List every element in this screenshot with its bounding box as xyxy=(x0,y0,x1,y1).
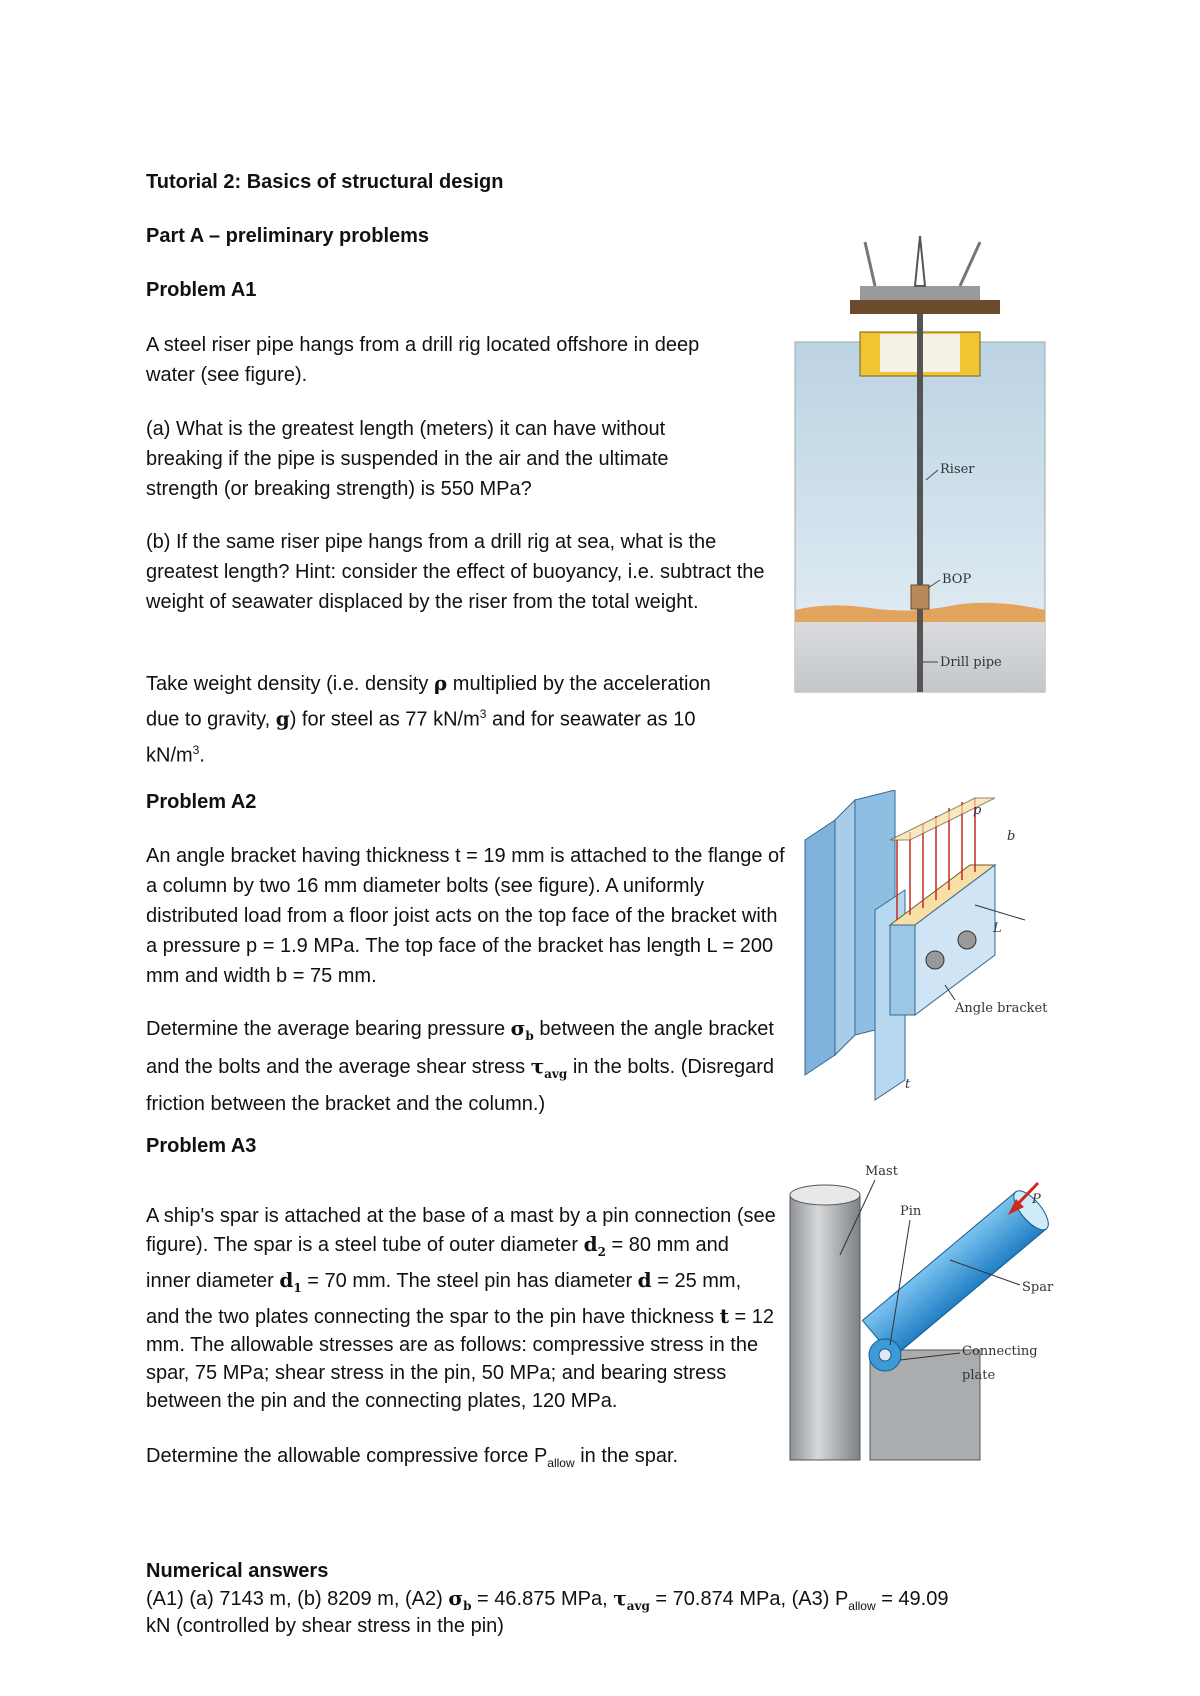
platform-upper-deck xyxy=(860,286,980,300)
d-symbol: d xyxy=(637,1268,652,1292)
crane xyxy=(865,242,875,286)
derrick xyxy=(915,236,925,286)
problem-a1-heading: Problem A1 xyxy=(146,279,257,301)
text-segment: multiplied by the acceleration due to gravity, xyxy=(146,673,711,731)
platform-deck xyxy=(850,300,1000,314)
mast-label: Mast xyxy=(865,1164,898,1179)
superscript: 3 xyxy=(479,707,487,721)
text-segment: Determine the average bearing pressure xyxy=(146,1018,511,1040)
spar-label: Spar xyxy=(1022,1280,1054,1295)
p-force-label: P xyxy=(1032,1192,1041,1207)
t-label: t xyxy=(905,1077,911,1092)
subscript: 1 xyxy=(293,1281,302,1295)
page-title: Tutorial 2: Basics of structural design xyxy=(146,171,504,193)
problem-a3-description xyxy=(146,1202,776,1415)
subscript: b xyxy=(525,1029,534,1043)
tau-symbol: τ xyxy=(530,1054,545,1078)
answers-heading: Numerical answers xyxy=(146,1560,329,1582)
b-label: b xyxy=(1007,829,1016,844)
text-segment: ) for steel as 77 kN/m xyxy=(289,708,480,731)
sigma-symbol: σ xyxy=(510,1016,526,1040)
bop-label: BOP xyxy=(942,572,972,587)
problem-a2-task xyxy=(146,1013,786,1119)
text-segment: = 70.874 MPa, (A3) P xyxy=(649,1588,849,1610)
text-segment: = 12 mm. The allowable stresses are as follows: compressive stress in the spar, 75 MPa; shear stress in the pin, 50 MPa; and bearing stress between the pin and the connecting plates, 120 MPa. xyxy=(146,1306,774,1412)
bop-unit xyxy=(911,585,929,609)
text-segment: between the angle bracket and the bolts and the average shear stress xyxy=(146,1018,774,1078)
column-web xyxy=(835,800,855,1055)
drill-pipe-label: Drill pipe xyxy=(940,655,1002,670)
problem-a1-part-a: (a) What is the greatest length (meters) it can have without breaking if the pipe is suspended in the air and the ultimate strength (or breaking strength) is 550 MPa? xyxy=(146,418,669,500)
problem-a3-heading: Problem A3 xyxy=(146,1135,257,1157)
text-segment: = 70 mm. The steel pin has diameter xyxy=(301,1270,638,1292)
text-segment: in the spar. xyxy=(574,1445,679,1467)
bolt-2 xyxy=(958,931,976,949)
connecting-plate-label-2: plate xyxy=(962,1368,996,1383)
text-segment: = 25 mm, and the two plates connecting the spar to the pin have thickness xyxy=(146,1270,742,1328)
mast-top xyxy=(790,1185,860,1205)
pin-label: Pin xyxy=(900,1204,922,1219)
text-segment: = 49.09 xyxy=(875,1588,949,1610)
subscript: allow xyxy=(547,1456,575,1470)
g-symbol: g xyxy=(275,706,290,731)
problem-a1-densities xyxy=(146,668,726,770)
t-symbol: t xyxy=(719,1304,729,1328)
problem-a3-task xyxy=(146,1441,776,1478)
text-segment: Take weight density (i.e. density xyxy=(146,673,434,695)
d1-symbol: d xyxy=(279,1268,294,1292)
problem-a2-description: An angle bracket having thickness t = 19 mm is attached to the flange of a column by two 16 mm diameter bolts (see figure). A uniformly distributed load from a floor joist acts on the top face of the bracket with a pressure p = 1.9 MPa. The top face of the bracket has length L = 200 mm and width b = 75 mm. xyxy=(146,845,785,987)
text-segment: A ship's spar is attached at the base of a mast by a pin connection (see figure). The spar is a steel tube of outer diameter xyxy=(146,1205,776,1256)
rho-symbol: ρ xyxy=(433,671,448,695)
spar-figure xyxy=(780,1155,1070,1465)
angle-bracket-figure xyxy=(795,790,1055,1110)
bracket-side xyxy=(890,925,915,1015)
tau-symbol: τ xyxy=(613,1586,627,1610)
spar-group xyxy=(862,1186,1054,1358)
subscript: avg xyxy=(626,1599,650,1613)
superscript: 3 xyxy=(192,742,200,757)
connecting-plate-label: Connecting xyxy=(962,1344,1038,1359)
text-segment: (A1) (a) 7143 m, (b) 8209 m, (A2) xyxy=(146,1588,449,1610)
column-flange-left xyxy=(805,820,835,1075)
text-segment: = 80 mm and inner diameter xyxy=(146,1234,729,1292)
text-segment: = 46.875 MPa, xyxy=(471,1588,614,1610)
riser-pipe xyxy=(917,314,923,692)
angle-bracket-label: Angle bracket xyxy=(955,1001,1048,1016)
d2-symbol: d xyxy=(583,1232,598,1256)
pin xyxy=(879,1349,891,1361)
answers-line-2: kN (controlled by shear stress in the pin) xyxy=(146,1615,504,1637)
subscript: b xyxy=(463,1599,472,1613)
riser-figure xyxy=(790,230,1050,700)
text-segment: . xyxy=(199,744,205,767)
problem-a1-part-b: (b) If the same riser pipe hangs from a drill rig at sea, what is the greatest length? Hint: consider the effect of buoyancy, i.e. subtract the weight of seawater displaced by the riser from the total weight. xyxy=(146,531,765,613)
crane xyxy=(960,242,980,286)
bolt-1 xyxy=(926,951,944,969)
text-segment: in the bolts. (Disregard friction between the bracket and the column.) xyxy=(146,1056,775,1115)
subscript: avg xyxy=(544,1067,568,1081)
spar-tube xyxy=(862,1192,1046,1357)
p-label: p xyxy=(973,803,982,818)
text-segment: Determine the allowable compressive force P xyxy=(146,1445,548,1467)
subscript: 2 xyxy=(597,1245,606,1259)
text-segment: and for seawater as 10 kN/m xyxy=(146,708,696,767)
part-heading: Part A – preliminary problems xyxy=(146,225,430,247)
problem-a1-intro: A steel riser pipe hangs from a drill rig located offshore in deep water (see figure). xyxy=(146,334,700,386)
l-label: L xyxy=(993,921,1002,936)
riser-label: Riser xyxy=(940,462,975,477)
subscript: allow xyxy=(848,1599,876,1613)
problem-a2-heading: Problem A2 xyxy=(146,791,257,813)
sigma-symbol: σ xyxy=(448,1586,464,1610)
